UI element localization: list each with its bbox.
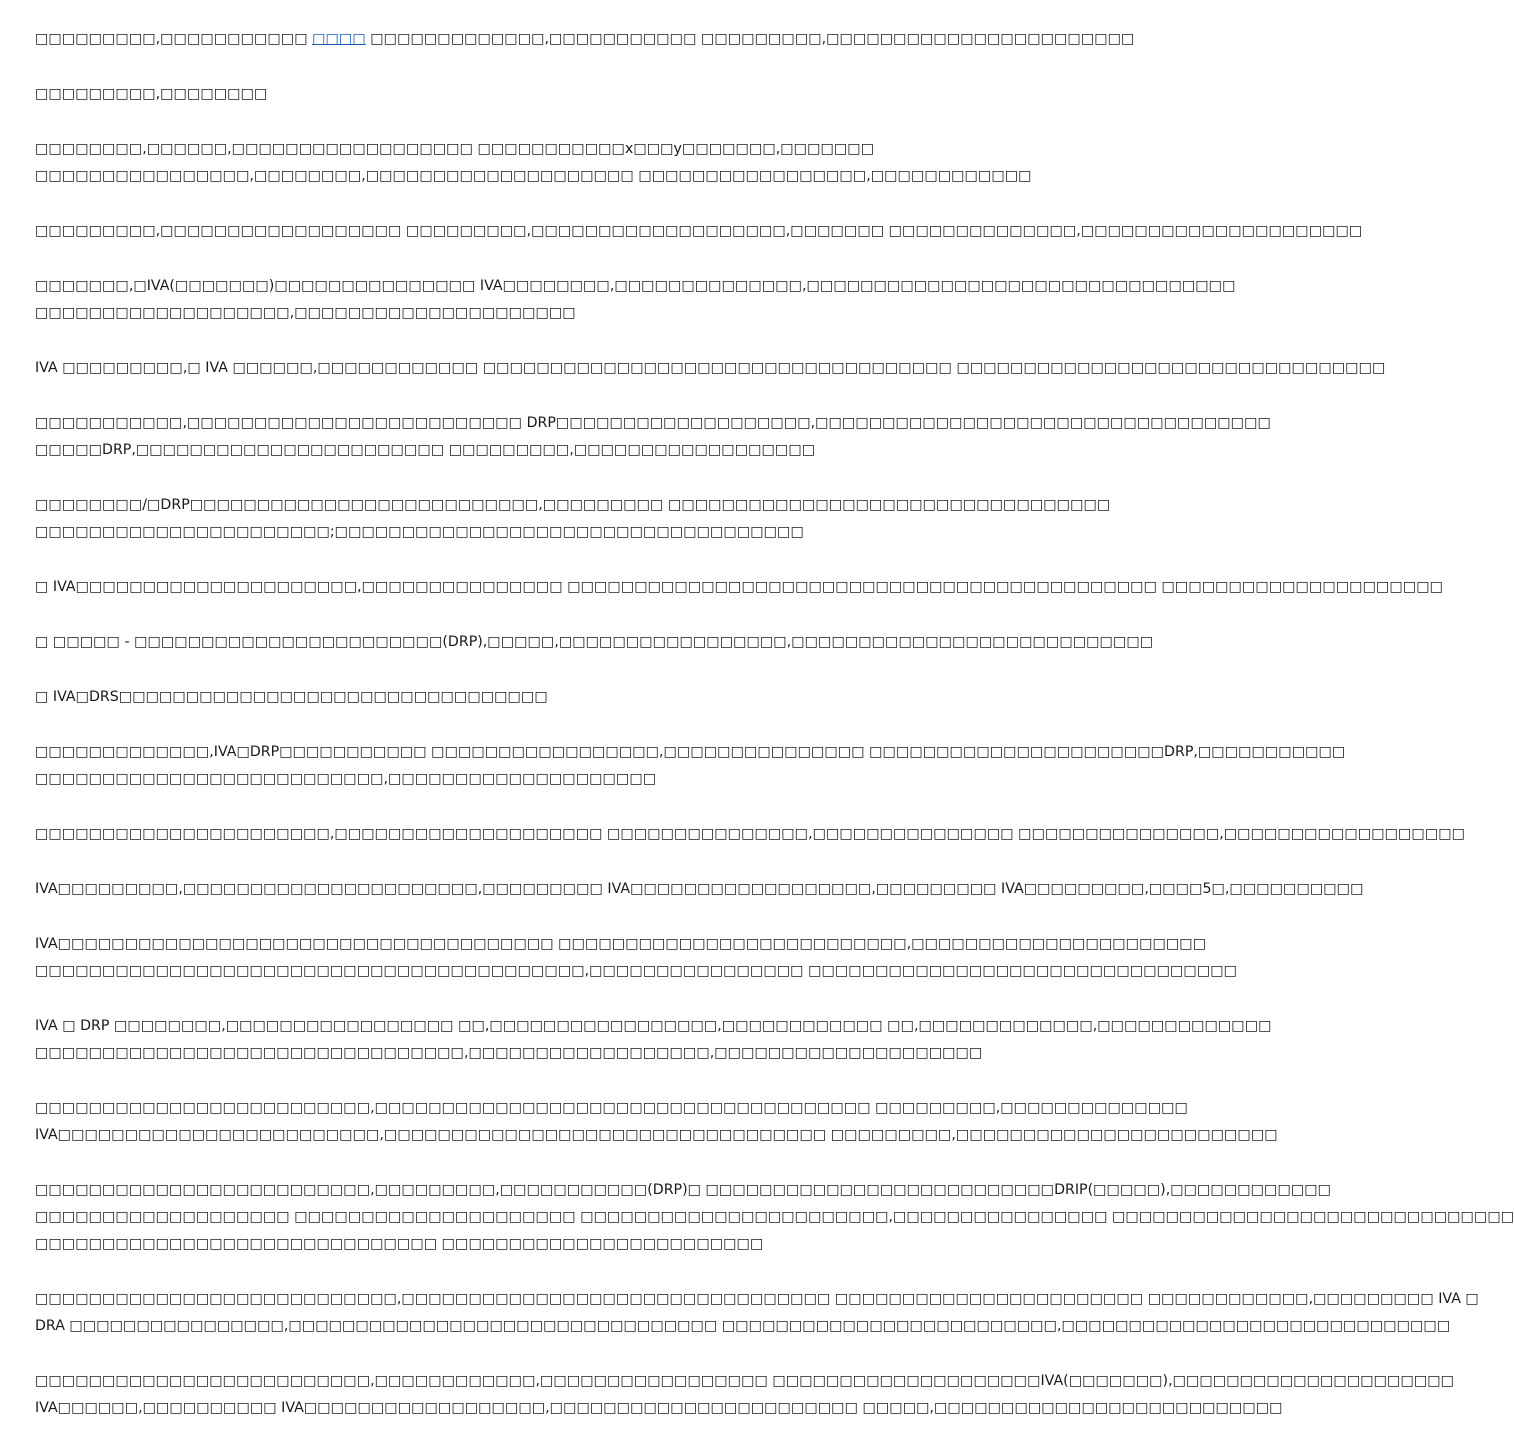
paragraph-6 bbox=[35, 355, 1386, 382]
paragraph-line: □ □□□□□ - □□□□□□□□□□□□□□□□□□□□□□□(DRP),□□□□□,□□□□□□□□□□□□□□□□□,□□□□□□□□□□□□□□□□□□□□□□□□□□□ bbox=[35, 634, 1154, 650]
paragraph-line: □□□□□□□□□□□□□□□□□□□□□□□□□,□□□□□□□□□□□□,□□□□□□□□□□□□□□□□□ □□□□□□□□□□□□□□□□□□□□IVA(□□□□□□□),□□□□□□□□□□□□□□□□□□□□□ bbox=[35, 1373, 1455, 1389]
paragraph-line: □□□□□□□□□□□□□□□□□□□□□□,□□□□□□□□□□□□□□□□□□□□ □□□□□□□□□□□□□□□,□□□□□□□□□□□□□□□ □□□□□□□□□□□□□□□,□□□□□□□□□□□□□□□□□□ bbox=[35, 826, 1466, 842]
paragraph-line: □□□□□□□□□,□□□□□□□□ bbox=[35, 86, 268, 102]
paragraph-13 bbox=[35, 821, 1466, 848]
paragraph-12 bbox=[35, 739, 1346, 793]
paragraph-line: IVA□□□□□□,□□□□□□□□□□ IVA□□□□□□□□□□□□□□□□□□,□□□□□□□□□□□□□□□□□□□□□□□ □□□□□,□□□□□□□□□□□□□□□□□□□□□□□□□□ bbox=[35, 1400, 1283, 1416]
paragraph-line: IVA□□□□□□□□□□□□□□□□□□□□□□□□□□□□□□□□□□□□□ □□□□□□□□□□□□□□□□□□□□□□□□□□,□□□□□□□□□□□□□□□□□□□□□□ bbox=[35, 936, 1207, 952]
paragraph-10 bbox=[35, 629, 1154, 656]
paragraph-line: □□□□□□□□□□□□□□□□□□□□□□□□□□□,□□□□□□□□□□□□□□□□□□□□□□□□□□□□□□□□ □□□□□□□□□□□□□□□□□□□□□□□ □□□□□□□□□□□□,□□□□□□□□□ IVA □ bbox=[35, 1291, 1479, 1307]
paragraph-line: □ IVA□□□□□□□□□□□□□□□□□□□□□,□□□□□□□□□□□□□□□ □□□□□□□□□□□□□□□□□□□□□□□□□□□□□□□□□□□□□□□□□□□□ □□□□□□□□□□□□□□□□□□□□□ bbox=[35, 579, 1444, 595]
paragraph-line: □ IVA□DRS□□□□□□□□□□□□□□□□□□□□□□□□□□□□□□□□ bbox=[35, 689, 548, 705]
paragraph-4 bbox=[35, 218, 1363, 245]
paragraph-17 bbox=[35, 1095, 1278, 1149]
paragraph-line: DRA □□□□□□□□□□□□□□□□,□□□□□□□□□□□□□□□□□□□□□□□□□□□□□□□□ □□□□□□□□□□□□□□□□□□□□□□□□□,□□□□□□□□□□□□□□□□□□□□□□□□□□□□□ bbox=[35, 1318, 1451, 1334]
paragraph-line: □□□□□DRP,□□□□□□□□□□□□□□□□□□□□□□□ □□□□□□□□□,□□□□□□□□□□□□□□□□□□ bbox=[35, 442, 816, 458]
inline-link[interactable]: □□□□ bbox=[312, 31, 366, 47]
paragraph-line: IVA□□□□□□□□□□□□□□□□□□□□□□□□,□□□□□□□□□□□□□□□□□□□□□□□□□□□□□□□□□ □□□□□□□□□,□□□□□□□□□□□□□□□□□□□□□□□□ bbox=[35, 1127, 1278, 1143]
paragraph-line: □□□□□□□□□□□□□□□□□□□□□□□□□□□□□□□□□□□□□□□□□,□□□□□□□□□□□□□□□□ □□□□□□□□□□□□□□□□□□□□□□□□□□□□□□□□ bbox=[35, 963, 1238, 979]
paragraph-line: □□□□□□□□/□DRP□□□□□□□□□□□□□□□□□□□□□□□□□□,□□□□□□□□□ □□□□□□□□□□□□□□□□□□□□□□□□□□□□□□□□□ bbox=[35, 497, 1111, 513]
paragraph-11 bbox=[35, 684, 990, 711]
paragraph-line: □□□□□□□□□□□□□□□□□□□□□□□□□,□□□□□□□□□,□□□□□□□□□□□(DRP)□ □□□□□□□□□□□□□□□□□□□□□□□□□□DRIP(□□□□□),□□□□□□□□□□□□ bbox=[35, 1182, 1332, 1198]
paragraph-line: □□□□□□□□,□□□□□□,□□□□□□□□□□□□□□□□□□ □□□□□□□□□□□x□□□y□□□□□□□,□□□□□□□ bbox=[35, 141, 875, 157]
paragraph-line: □□□□□□□□□□□□□,IVA□DRP□□□□□□□□□□□ □□□□□□□□□□□□□□□□□,□□□□□□□□□□□□□□□ □□□□□□□□□□□□□□□□□□□□□□DRP,□□□□□□□□□□□ bbox=[35, 744, 1346, 760]
text-run: □□□□□□□□□,□□□□□□□□□□□ bbox=[35, 31, 313, 47]
paragraph-20 bbox=[35, 1368, 1455, 1422]
paragraph-line: IVA □ DRP □□□□□□□□,□□□□□□□□□□□□□□□□□ □□,□□□□□□□□□□□□□□□□□,□□□□□□□□□□□□ □□,□□□□□□□□□□□□□,□□□□□□□□□□□□□ bbox=[35, 1018, 1272, 1034]
paragraph-7 bbox=[35, 410, 1271, 464]
paragraph-line: □□□□□□□□□□□□□□□□,□□□□□□□□,□□□□□□□□□□□□□□□□□□□□ □□□□□□□□□□□□□□□□□,□□□□□□□□□□□□ bbox=[35, 168, 1032, 184]
paragraph-line: □□□□□□□□□□□,□□□□□□□□□□□□□□□□□□□□□□□□□ DRP□□□□□□□□□□□□□□□□□□□,□□□□□□□□□□□□□□□□□□□□□□□□□□□□□□□□□□ bbox=[35, 415, 1271, 431]
paragraph-16 bbox=[35, 1013, 1272, 1067]
paragraph-3 bbox=[35, 136, 1032, 190]
paragraph-line: IVA□□□□□□□□□,□□□□□□□□□□□□□□□□□□□□□□,□□□□□□□□□ IVA□□□□□□□□□□□□□□□□□□,□□□□□□□□□ IVA□□□□□□□□□,□□□□5□,□□□□□□□□□□ bbox=[35, 881, 1364, 897]
paragraph-2 bbox=[35, 81, 990, 108]
paragraph-line: □□□□□□□□□□□□□□□□□□□,□□□□□□□□□□□□□□□□□□□□□ bbox=[35, 305, 576, 321]
paragraph-19 bbox=[35, 1286, 1479, 1340]
paragraph-5 bbox=[35, 273, 1236, 327]
paragraph-line: □□□□□□□□□□□□□□□□□□□ □□□□□□□□□□□□□□□□□□□□□ □□□□□□□□□□□□□□□□□□□□□□□,□□□□□□□□□□□□□□□□ □□□□□□□□□□□□□□□□□□□□□□□□□□□□□□ bbox=[35, 1209, 1514, 1225]
paragraph-line: □□□□□□□,□IVA(□□□□□□□)□□□□□□□□□□□□□□□ IVA□□□□□□□□,□□□□□□□□□□□□□□,□□□□□□□□□□□□□□□□□□□□□□□□□□□□□□□□ bbox=[35, 278, 1236, 294]
paragraph-1 bbox=[35, 26, 1135, 53]
paragraph-8 bbox=[35, 492, 1111, 546]
paragraph-14 bbox=[35, 876, 1364, 903]
paragraph-line: □□□□□□□□□□□□□□□□□□□□□□□□□,□□□□□□□□□□□□□□□□□□□□□□□□□□□□□□□□□□□□□ □□□□□□□□□,□□□□□□□□□□□□□□ bbox=[35, 1100, 1188, 1116]
paragraph-line: □□□□□□□□□□□□□□□□□□□□□□;□□□□□□□□□□□□□□□□□□□□□□□□□□□□□□□□□□□ bbox=[35, 524, 804, 540]
paragraph-15 bbox=[35, 931, 1238, 985]
paragraph-line: □□□□□□□□□□□□□□□□□□□□□□□□□□□□□□ □□□□□□□□□□□□□□□□□□□□□□□□ bbox=[35, 1236, 764, 1252]
paragraph-line: □□□□□□□□□,□□□□□□□□□□□□□□□□□□ □□□□□□□□□,□□□□□□□□□□□□□□□□□□□,□□□□□□□ □□□□□□□□□□□□□□,□□□□□□□□□□□□□□□□□□□□□ bbox=[35, 223, 1363, 239]
text-run: □□□□□□□□□□□□□,□□□□□□□□□□□ □□□□□□□□□,□□□□□□□□□□□□□□□□□□□□□□□ bbox=[365, 31, 1135, 47]
paragraph-18 bbox=[35, 1177, 1514, 1258]
paragraph-line: IVA □□□□□□□□□,□ IVA □□□□□□,□□□□□□□□□□□□ □□□□□□□□□□□□□□□□□□□□□□□□□□□□□□□□□□□ □□□□□□□□□□□□□□□□□□□□□□□□□□□□□□□□ bbox=[35, 360, 1386, 376]
paragraph-line: □□□□□□□□□□□□□□□□□□□□□□□□□□,□□□□□□□□□□□□□□□□□□□□ bbox=[35, 771, 657, 787]
paragraph-line: □□□□□□□□□□□□□□□□□□□□□□□□□□□□□□□□,□□□□□□□□□□□□□□□□□□,□□□□□□□□□□□□□□□□□□□□ bbox=[35, 1045, 983, 1061]
paragraph-9 bbox=[35, 574, 1444, 601]
paragraph-line bbox=[35, 26, 1135, 53]
